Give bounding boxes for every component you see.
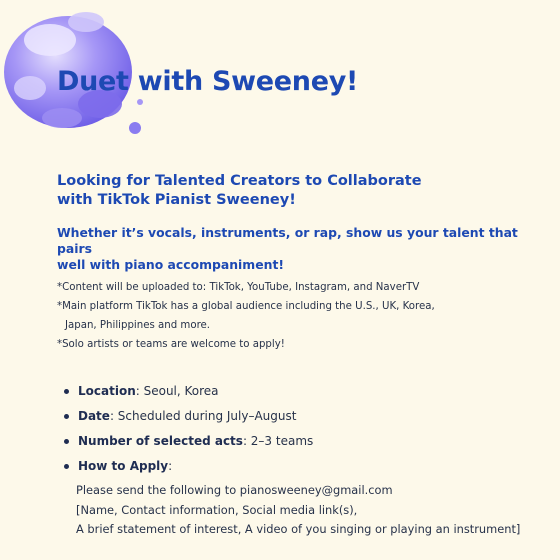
apply-line: [Name, Contact information, Social media link(s),	[76, 502, 358, 517]
list-item-location	[62, 383, 552, 399]
apply-line: Please send the following to pianosweeney@gmail.com	[76, 483, 393, 497]
intro-line: Whether it’s vocals, instruments, or rap, show us your talent that pairs	[57, 225, 518, 256]
page-title: Duet with Sweeney!	[57, 66, 359, 97]
location-label: Location	[78, 384, 136, 398]
apply-label: How to Apply	[78, 459, 169, 473]
note-platforms: *Content will be uploaded to: TikTok, YouTube, Instagram, and NaverTV	[57, 282, 420, 293]
acts-value: : 2–3 teams	[242, 434, 314, 448]
note-audience-continued: Japan, Philippines and more.	[65, 320, 211, 331]
acts-label: Number of selected acts	[78, 434, 243, 448]
date-label: Date	[78, 409, 110, 423]
intro-line: well with piano accompaniment!	[57, 257, 285, 272]
list-item-acts	[62, 433, 552, 449]
notes-block	[57, 278, 537, 354]
headline-line: Looking for Talented Creators to Collaborate	[57, 173, 422, 189]
list-item-how-to-apply	[62, 458, 552, 474]
headline-line: with TikTok Pianist Sweeney!	[57, 192, 296, 208]
details-list	[62, 383, 552, 483]
date-value: : Scheduled during July–August	[109, 409, 297, 423]
apply-colon: :	[168, 459, 173, 473]
apply-line: A brief statement of interest, A video of you singing or playing an instrument]	[76, 522, 521, 536]
list-item-date	[62, 408, 552, 424]
note-teams: *Solo artists or teams are welcome to apply!	[57, 339, 285, 350]
headline	[57, 172, 507, 210]
apply-instructions	[76, 481, 546, 540]
note-audience: *Main platform TikTok has a global audience including the U.S., UK, Korea,	[57, 301, 435, 312]
location-value: : Seoul, Korea	[135, 384, 219, 398]
intro-text	[57, 225, 527, 273]
